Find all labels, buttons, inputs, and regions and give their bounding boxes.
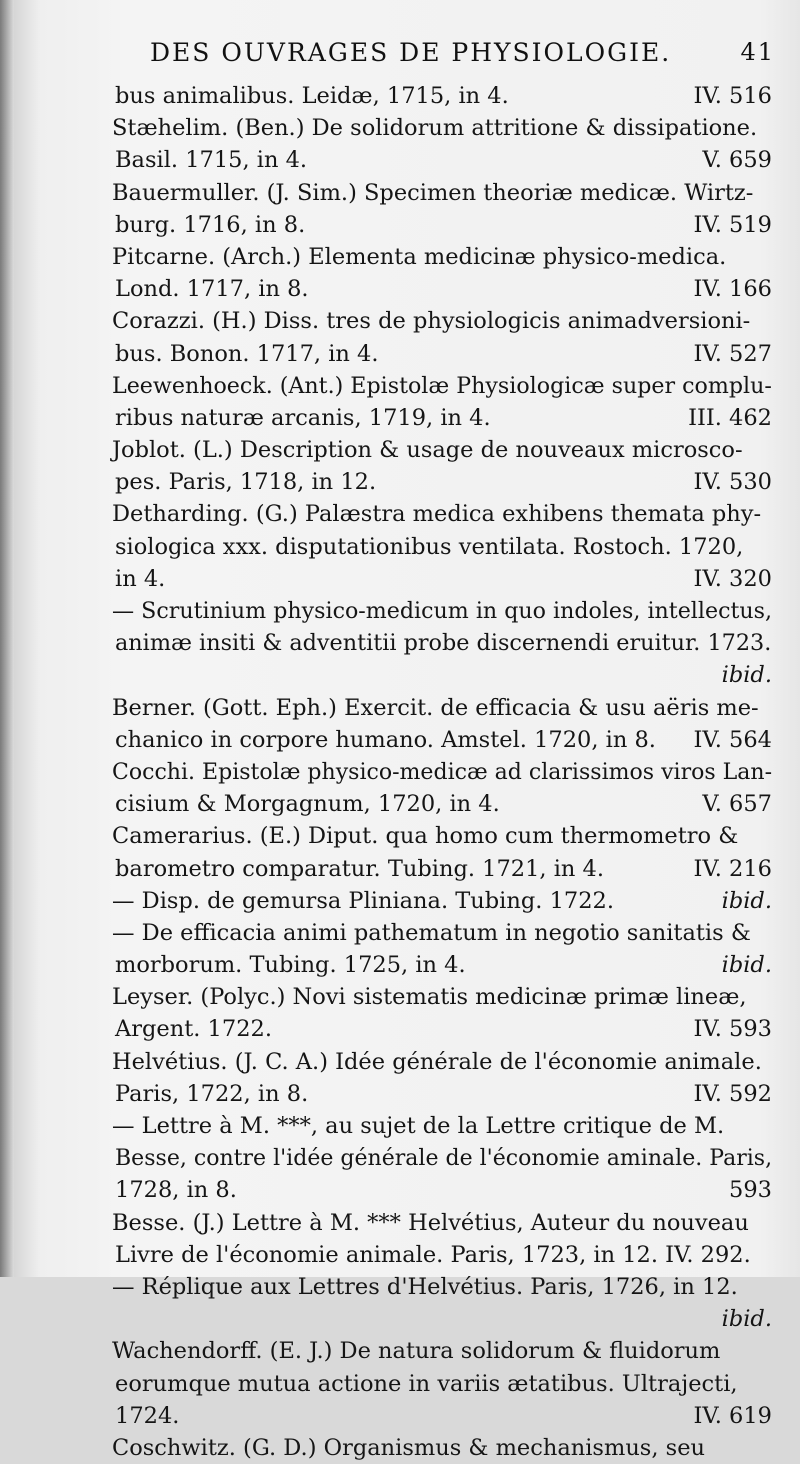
- bibliography-line: [112, 1078, 772, 1110]
- volume-page-reference: V. 659: [702, 147, 772, 174]
- bibliography-line: [112, 1400, 772, 1432]
- volume-page-reference: IV. 516: [693, 83, 772, 109]
- volume-page-reference: IV. 166: [693, 276, 772, 303]
- line-text: pes. Paris, 1718, in 12.: [115, 469, 377, 496]
- bibliography-line: [112, 595, 772, 627]
- bibliography-line: [112, 1142, 772, 1174]
- line-text: Detharding. (G.) Palæstra medica exhibens themata phy-: [112, 501, 762, 528]
- bibliography-line: [112, 1368, 772, 1400]
- line-text: Lond. 1717, in 8.: [115, 276, 309, 303]
- line-text: burg. 1716, in 8.: [115, 211, 306, 238]
- line-text: Helvétius. (J. C. A.) Idée générale de l'économie animale.: [112, 1048, 762, 1075]
- bibliography-line: [112, 1207, 772, 1239]
- line-text: — De efficacia animi pathematum in negotio sanitatis &: [112, 919, 751, 946]
- bibliography-line: [112, 434, 772, 466]
- bibliography-line: [112, 1110, 772, 1142]
- bibliography-line: [112, 531, 772, 563]
- bibliography-line: [112, 1013, 772, 1045]
- bibliography-line: [112, 1303, 772, 1335]
- bibliography-line: [112, 627, 772, 659]
- bibliography-line: [112, 1335, 772, 1367]
- line-text: Camerarius. (E.) Diput. qua homo cum thermometro &: [112, 823, 739, 850]
- bibliography-line: [112, 241, 772, 273]
- ibid-reference: ibid.: [721, 952, 772, 979]
- volume-page-reference: IV. 592: [693, 1080, 772, 1107]
- line-text: eorumque mutua actione in variis ætatibus. Ultrajecti,: [115, 1370, 738, 1397]
- bibliography-line: [112, 853, 772, 885]
- bibliography-line: [112, 788, 772, 820]
- bibliography-line: [112, 112, 772, 144]
- line-text: animæ insiti & adventitii probe discernendi eruitur. 1723.: [115, 630, 772, 657]
- volume-page-reference: IV. 320: [693, 565, 772, 592]
- bibliography-line: [112, 1271, 772, 1303]
- line-text: Leyser. (Polyc.) Novi sistematis medicinæ primæ lineæ,: [112, 984, 747, 1011]
- line-text: — Lettre à M. ***, au sujet de la Lettre critique de M.: [112, 1113, 725, 1139]
- bibliography-line: [112, 659, 772, 691]
- volume-page-reference: IV. 619: [693, 1402, 772, 1429]
- line-text: morborum. Tubing. 1725, in 4.: [115, 952, 466, 979]
- line-text: Coschwitz. (G. D.) Organismus & mechanismus, seu: [112, 1434, 706, 1461]
- volume-page-reference: IV. 519: [693, 211, 772, 238]
- line-text: Argent. 1722.: [115, 1016, 272, 1043]
- line-text: — Disp. de gemursa Pliniana. Tubing. 1722.: [112, 887, 614, 914]
- bibliography-line: [112, 370, 772, 402]
- volume-page-reference: IV. 593: [693, 1016, 772, 1043]
- running-header: [150, 38, 775, 78]
- volume-page-reference: IV. 216: [693, 855, 772, 882]
- line-text: Corazzi. (H.) Diss. tres de physiologicis animadversioni-: [112, 308, 751, 335]
- bibliography-line: [112, 756, 772, 788]
- bibliography-line: [112, 80, 772, 112]
- bibliography-line: [112, 692, 772, 724]
- bibliography-line: [112, 949, 772, 981]
- line-text: in 4.: [115, 565, 166, 592]
- volume-page-reference: IV. 527: [693, 340, 772, 367]
- header-title: DES OUVRAGES DE PHYSIOLOGIE.: [150, 38, 672, 67]
- bibliography-line: [112, 1046, 772, 1078]
- line-text: Berner. (Gott. Eph.) Exercit. de efficacia & usu aëris me-: [112, 694, 759, 721]
- bibliography-line: [112, 1239, 772, 1271]
- line-text: 1728, in 8.: [115, 1177, 237, 1204]
- line-text: Joblot. (L.) Description & usage de nouveaux microsco-: [112, 437, 743, 464]
- ibid-reference: ibid.: [721, 1306, 772, 1333]
- line-text: bus animalibus. Leidæ, 1715, in 4.: [115, 83, 509, 109]
- bibliography-line: [112, 724, 772, 756]
- line-text: chanico in corpore humano. Amstel. 1720, in 8.: [115, 726, 656, 753]
- line-text: Cocchi. Epistolæ physico-medicæ ad clarissimos viros Lan-: [112, 758, 773, 785]
- bibliography-line: [112, 563, 772, 595]
- bibliography-line: [112, 177, 772, 209]
- volume-page-reference: IV. 530: [693, 469, 772, 496]
- page-binding-edge: [0, 0, 14, 1277]
- bibliography-line: [112, 820, 772, 852]
- bibliography-line: [112, 466, 772, 498]
- line-text: Besse. (J.) Lettre à M. *** Helvétius, Auteur du nouveau: [112, 1209, 749, 1236]
- line-text: barometro comparatur. Tubing. 1721, in 4.: [115, 855, 605, 882]
- volume-page-reference: IV. 564: [693, 726, 772, 753]
- bibliography-line: [112, 273, 772, 305]
- bibliography-line: [112, 402, 772, 434]
- line-text: Basil. 1715, in 4.: [115, 147, 308, 174]
- bibliography-line: [112, 917, 772, 949]
- line-text: Paris, 1722, in 8.: [115, 1080, 309, 1107]
- line-text: — Réplique aux Lettres d'Helvétius. Paris, 1726, in 12.: [112, 1273, 738, 1300]
- bibliography-line: [112, 1174, 772, 1206]
- line-text: — Scrutinium physico-medicum in quo indoles, intellectus,: [112, 598, 773, 624]
- bibliography-line: [112, 209, 772, 241]
- bibliography-line: [112, 981, 772, 1013]
- line-text: siologica xxx. disputationibus ventilata. Rostoch. 1720,: [115, 533, 744, 560]
- volume-page-reference: III. 462: [688, 404, 772, 431]
- bibliography-line: [112, 338, 772, 370]
- volume-page-reference: V. 657: [702, 791, 772, 818]
- volume-page-reference: 593: [729, 1177, 772, 1204]
- line-text: Wachendorff. (E. J.) De natura solidorum & fluidorum: [112, 1338, 721, 1365]
- bibliography-line: [112, 1432, 772, 1464]
- line-text: cisium & Morgagnum, 1720, in 4.: [115, 791, 500, 818]
- ibid-reference: ibid.: [721, 887, 772, 914]
- line-text: Bauermuller. (J. Sim.) Specimen theoriæ medicæ. Wirtz-: [112, 179, 754, 206]
- line-text: ribus naturæ arcanis, 1719, in 4.: [115, 404, 491, 431]
- line-text: Stæhelim. (Ben.) De solidorum attritione & dissipatione.: [112, 115, 758, 142]
- line-text: Livre de l'économie animale. Paris, 1723, in 12. IV. 292.: [115, 1241, 751, 1268]
- bibliography-line: [112, 305, 772, 337]
- bibliography-list: [112, 80, 772, 1464]
- ibid-reference: ibid.: [721, 662, 772, 689]
- line-text: Besse, contre l'idée générale de l'économie aminale. Paris,: [115, 1145, 773, 1172]
- bibliography-line: [112, 498, 772, 530]
- line-text: Pitcarne. (Arch.) Elementa medicinæ physico-medica.: [112, 243, 727, 270]
- line-text: 1724.: [115, 1402, 180, 1429]
- bibliography-line: [112, 144, 772, 176]
- page-number: 41: [740, 38, 775, 66]
- line-text: Leewenhoeck. (Ant.) Epistolæ Physiologicæ super complu-: [112, 372, 772, 399]
- line-text: bus. Bonon. 1717, in 4.: [115, 340, 379, 367]
- bibliography-line: [112, 885, 772, 917]
